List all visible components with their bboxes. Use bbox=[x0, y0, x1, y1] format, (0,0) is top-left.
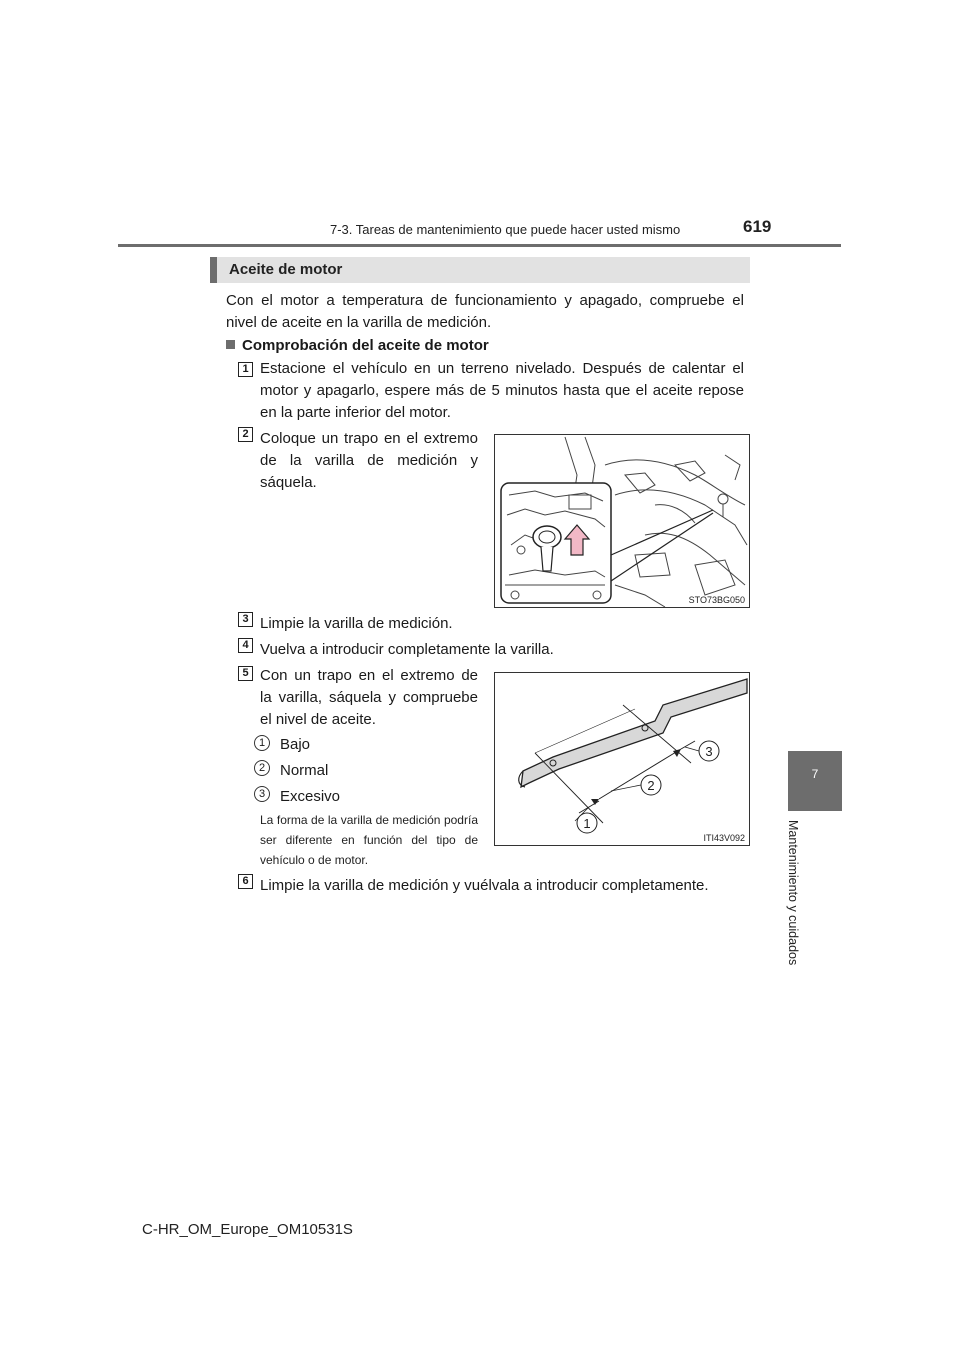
callout-2: 2 bbox=[647, 778, 655, 793]
subheading-text: Comprobación del aceite de motor bbox=[242, 337, 489, 354]
chapter-label: Mantenimiento y cuidados bbox=[786, 820, 800, 966]
footer-document-id: C-HR_OM_Europe_OM10531S bbox=[142, 1221, 353, 1238]
callout-3: 3 bbox=[705, 744, 713, 759]
intro-paragraph: Con el motor a temperatura de funcionamiento y apagado, compruebe el nivel de aceite en la varilla de medición. bbox=[226, 292, 744, 331]
step-number-4: 4 bbox=[238, 638, 253, 653]
engine-bay-illustration bbox=[495, 435, 749, 607]
level-number-2: 2 bbox=[254, 760, 270, 776]
section-heading-text: Aceite de motor bbox=[229, 261, 343, 278]
chapter-number: 7 bbox=[811, 767, 819, 781]
section-heading bbox=[210, 257, 750, 283]
dipstick-note: La forma de la varilla de medición podría ser diferente en función del tipo de vehículo o de motor. bbox=[260, 813, 478, 867]
subheading bbox=[226, 337, 489, 354]
step-text-5: Con un trapo en el extremo de la varilla, sáquela y compruebe el nivel de aceite. bbox=[260, 667, 478, 728]
step-number-3: 3 bbox=[238, 612, 253, 627]
running-header-title: 7-3. Tareas de mantenimiento que puede hacer usted mismo bbox=[330, 222, 681, 237]
callout-1: 1 bbox=[583, 816, 591, 831]
engine-figure-code: STO73BG050 bbox=[688, 595, 745, 605]
page-number: 619 bbox=[743, 217, 772, 236]
level-number-1: 1 bbox=[254, 735, 270, 751]
step-text-2: Coloque un trapo en el extremo de la varilla de medición y sáquela. bbox=[260, 430, 478, 491]
step-number-6: 6 bbox=[238, 874, 253, 889]
step-number-2: 2 bbox=[238, 427, 253, 442]
step-text-6: Limpie la varilla de medición y vuélvala a introducir completamente. bbox=[260, 877, 709, 894]
dipstick-illustration bbox=[495, 673, 749, 845]
level-label-normal: Normal bbox=[280, 762, 329, 779]
dipstick-figure-code: ITI43V092 bbox=[703, 833, 745, 843]
level-label-low: Bajo bbox=[280, 736, 311, 753]
step-number-5: 5 bbox=[238, 666, 253, 681]
level-label-excessive: Excesivo bbox=[280, 788, 341, 805]
dipstick-figure bbox=[494, 672, 750, 846]
chapter-side-label bbox=[786, 820, 810, 980]
square-bullet-icon bbox=[226, 340, 235, 349]
header-divider bbox=[118, 244, 841, 247]
step-text-3: Limpie la varilla de medición. bbox=[260, 615, 453, 632]
chapter-tab bbox=[788, 751, 842, 811]
step-text-4: Vuelva a introducir completamente la varilla. bbox=[260, 641, 554, 658]
engine-bay-figure bbox=[494, 434, 750, 608]
step-text-1: Estacione el vehículo en un terreno nivelado. Después de calentar el motor y apagarlo, espere más de 5 minutos hasta que el aceite repose en la parte inferior del motor. bbox=[260, 360, 744, 421]
level-number-3: 3 bbox=[254, 786, 270, 802]
step-number-1: 1 bbox=[238, 362, 253, 377]
